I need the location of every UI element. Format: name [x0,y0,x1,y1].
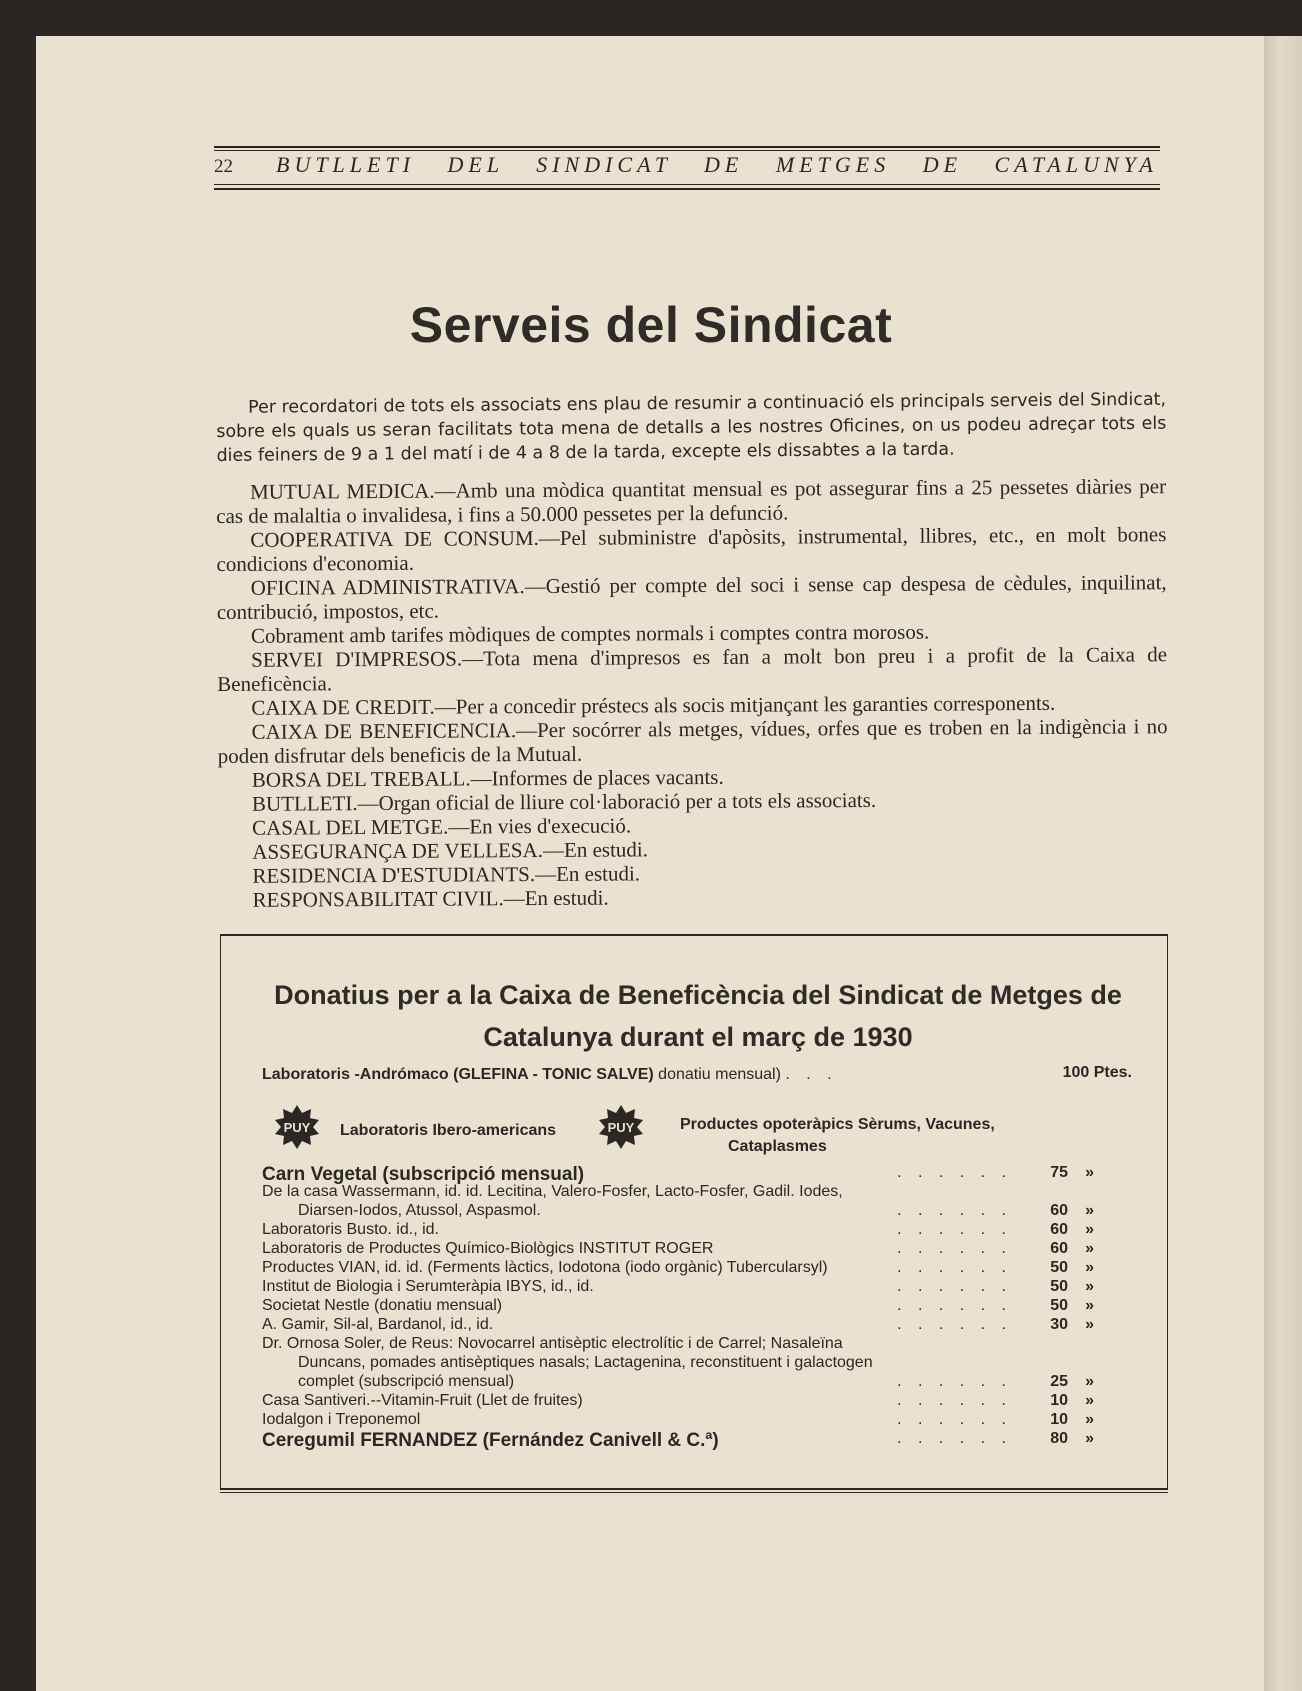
donor-text: Duncans, pomades antisèptiques nasals; Lactagenina, reconstituent i galactogen [298,1354,873,1371]
amount-unit: » [1085,1202,1094,1219]
service-item: SERVEI D'IMPRESOS.—Tota mena d'impresos es fan a molt bon preu i a profit de la Caixa de Beneficència. [217,642,1168,696]
donor-row [262,1335,1132,1354]
donation-amount: 50 [1050,1278,1068,1295]
box-border-bottom-thin [220,1492,1168,1493]
amount-unit: » [1085,1373,1094,1390]
amount-unit: » [1085,1316,1094,1333]
donor-row [262,1392,1132,1411]
service-item: RESPONSABILITAT CIVIL.—En estudi. [252,885,609,912]
donor-text: Productes VIAN, id. id. (Ferments làctics, Iodotona (iodo orgànic) Tubercularsyl) [262,1259,828,1276]
journal-title: BUTLLETI DEL SINDICAT DE METGES DE CATALUNYA [276,152,1158,177]
donor-row [262,1373,1132,1392]
donation-amount: 30 [1050,1316,1068,1333]
donor-row [262,1164,1132,1183]
service-item: ASSEGURANÇA DE VELLESA.—En estudi. [252,837,649,864]
donor-text: Diarsen-Iodos, Atussol, Aspasmol. [298,1202,541,1219]
donor-row [262,1259,1132,1278]
donor-text: De la casa Wassermann, id. id. Lecitina, Valero-Fosfer, Lacto-Fosfer, Gadil. Iodes, [262,1183,843,1200]
leader-dots: . . . . . . [897,1373,1012,1390]
amount-unit: » [1085,1278,1094,1295]
donor-text: Iodalgon i Treponemol [262,1411,421,1428]
puy-logo-icon [598,1104,644,1150]
header-rule-bottom [214,188,1160,190]
article-title: Serveis del Sindicat [409,297,893,353]
donor-row [262,1354,1132,1373]
donor-text: Societat Nestle (donatiu mensual) [262,1297,503,1314]
donation-amount: 10 [1050,1392,1068,1409]
donor-row [262,1430,1132,1449]
amount-unit: » [1085,1221,1094,1238]
puy-right-label-1: Productes opoteràpics Sèrums, Vacunes, [680,1116,995,1133]
header-rule-top [214,146,1160,148]
service-item: RESIDENCIA D'ESTUDIANTS.—En estudi. [252,861,641,888]
donor-text: Dr. Ornosa Soler, de Reus: Novocarrel antisèptic electrolític i de Carrel; Nasaleïna [262,1335,843,1352]
donation-first: Laboratoris -Andrómaco (GLEFINA - TONIC SALVE) donatiu mensual) . . . 100 Ptes. [262,1064,1132,1083]
article-intro: Per recordatori de tots els associats ens plau de resumir a continuació els principals serveis del Sindicat, sobre els quals us seran facilitats tota mena de detalls a les nostres Oficines, on us podeu adreçar tots els dies feiners de 9 a 1 del matí i de 4 a 8 de la tarda, excepte els dissabtes a la tarda. [216,389,1167,466]
page-spine [1264,36,1302,1691]
leader-dots: . . . . . . [897,1316,1012,1333]
leader-dots: . . . . . . [897,1411,1012,1428]
donation-amount: 60 [1050,1202,1068,1219]
running-header [214,152,1160,180]
header-rule-top-thin [214,150,1160,151]
service-item: BORSA DEL TREBALL.—Informes de places vacants. [251,764,724,792]
donor-text: Laboratoris Busto. id., id. [262,1221,439,1238]
donation-amount: 25 [1050,1373,1068,1390]
donation-amount: 10 [1050,1411,1068,1428]
service-item: CAIXA DE CREDIT.—Per a concedir préstecs als socis mitjançant les garanties corresponents. [251,690,1056,720]
donor-text: Ceregumil FERNANDEZ (Fernández Canivell & C.ª) [262,1430,719,1451]
amount-unit: » [1085,1297,1094,1314]
service-item: BUTLLETI.—Organ oficial de lliure col·laboració per a tots els associats. [251,787,877,816]
services-list [216,474,1169,912]
donation-amount: 60 [1050,1240,1068,1257]
service-item: OFICINA ADMINISTRATIVA.—Gestió per compte del soci i sense cap despesa de cèdules, inquilinat, contribució, impostos, etc. [216,570,1167,624]
donor-text: A. Gamir, Sil-al, Bardanol, id., id. [262,1316,494,1333]
donor-note: donatiu mensual) [658,1066,781,1083]
leader-dots: . . . . . . [897,1202,1012,1219]
leader-dots: . . . . . . [897,1164,1012,1181]
header-rule-bottom-thin [214,184,1160,185]
amount-unit: » [1085,1164,1094,1181]
amount-unit: » [1085,1411,1094,1428]
leader-dots: . . . . . . [897,1392,1012,1409]
donor-text: Carn Vegetal (subscripció mensual) [262,1164,585,1185]
leader-dots: . . . . . . [897,1278,1012,1295]
service-item: CAIXA DE BENEFICENCIA.—Per socórrer als metges, vídues, orfes que es troben en la indigència i no poden disfrutar dels beneficis de la Mutual. [217,714,1168,768]
amount-unit: » [1085,1259,1094,1276]
donor-row [262,1183,1132,1202]
service-item: COOPERATIVA DE CONSUM.—Pel subministre d'apòsits, instrumental, llibres, etc., en molt bones condicions d'economia. [216,522,1167,576]
service-item: Cobrament amb tarifes mòdiques de comptes normals i comptes contra morosos. [250,619,930,648]
donor-row [262,1297,1132,1316]
donor-text: Casa Santiveri.--Vitamin-Fruit (Llet de fruites) [262,1392,583,1409]
leader-dots: . . . . . . [897,1240,1012,1257]
leader-dots: . . . . . . [897,1430,1012,1447]
donor-row [262,1411,1132,1430]
donation-amount: 50 [1050,1259,1068,1276]
leader-dots: . . . . . . [897,1297,1012,1314]
leader-dots: . . . . . . [897,1259,1012,1276]
donor-list [262,1164,1132,1449]
amount-unit: » [1085,1240,1094,1257]
donor-row [262,1316,1132,1335]
donations-title: Donatius per a la Caixa de Beneficència del Sindicat de Metges de Catalunya durant el març de 1930 [274,980,1122,1052]
donation-amount: 100 Ptes. [1062,1064,1132,1081]
puy-right-label-2: Cataplasmes [728,1138,827,1155]
puy-logo-text: PUY [283,1120,311,1135]
donor-name: Laboratoris -Andrómaco (GLEFINA - TONIC SALVE) [262,1066,654,1083]
puy-logo-icon [274,1104,320,1150]
amount-unit: » [1085,1430,1094,1447]
amount-unit: » [1085,1392,1094,1409]
donor-row [262,1202,1132,1221]
leader-dots: . . . . . . [897,1221,1012,1238]
puy-logo-text: PUY [607,1120,635,1135]
donation-amount: 50 [1050,1297,1068,1314]
puy-left-label: Laboratoris Ibero-americans [340,1122,557,1139]
box-border-bottom [220,1488,1168,1490]
service-item: MUTUAL MEDICA.—Amb una mòdica quantitat mensual es pot assegurar fins a 25 pessetes diàries per cas de malaltia o invalidesa, i fins a 50.000 pessetes per la defunció. [216,474,1167,528]
donor-text: complet (subscripció mensual) [298,1373,515,1390]
donor-text: Laboratoris de Productes Químico-Biològics INSTITUT ROGER [262,1240,714,1257]
donation-amount: 60 [1050,1221,1068,1238]
background-edge [1264,0,1302,36]
page-number: 22 [214,156,233,177]
donor-text: Institut de Biologia i Serumteràpia IBYS, id., id. [262,1278,594,1295]
service-item: CASAL DEL METGE.—En vies d'execució. [252,813,632,840]
donation-amount: 75 [1050,1164,1068,1181]
donor-row [262,1278,1132,1297]
donor-row [262,1240,1132,1259]
donor-row [262,1221,1132,1240]
donation-amount: 80 [1050,1430,1068,1447]
